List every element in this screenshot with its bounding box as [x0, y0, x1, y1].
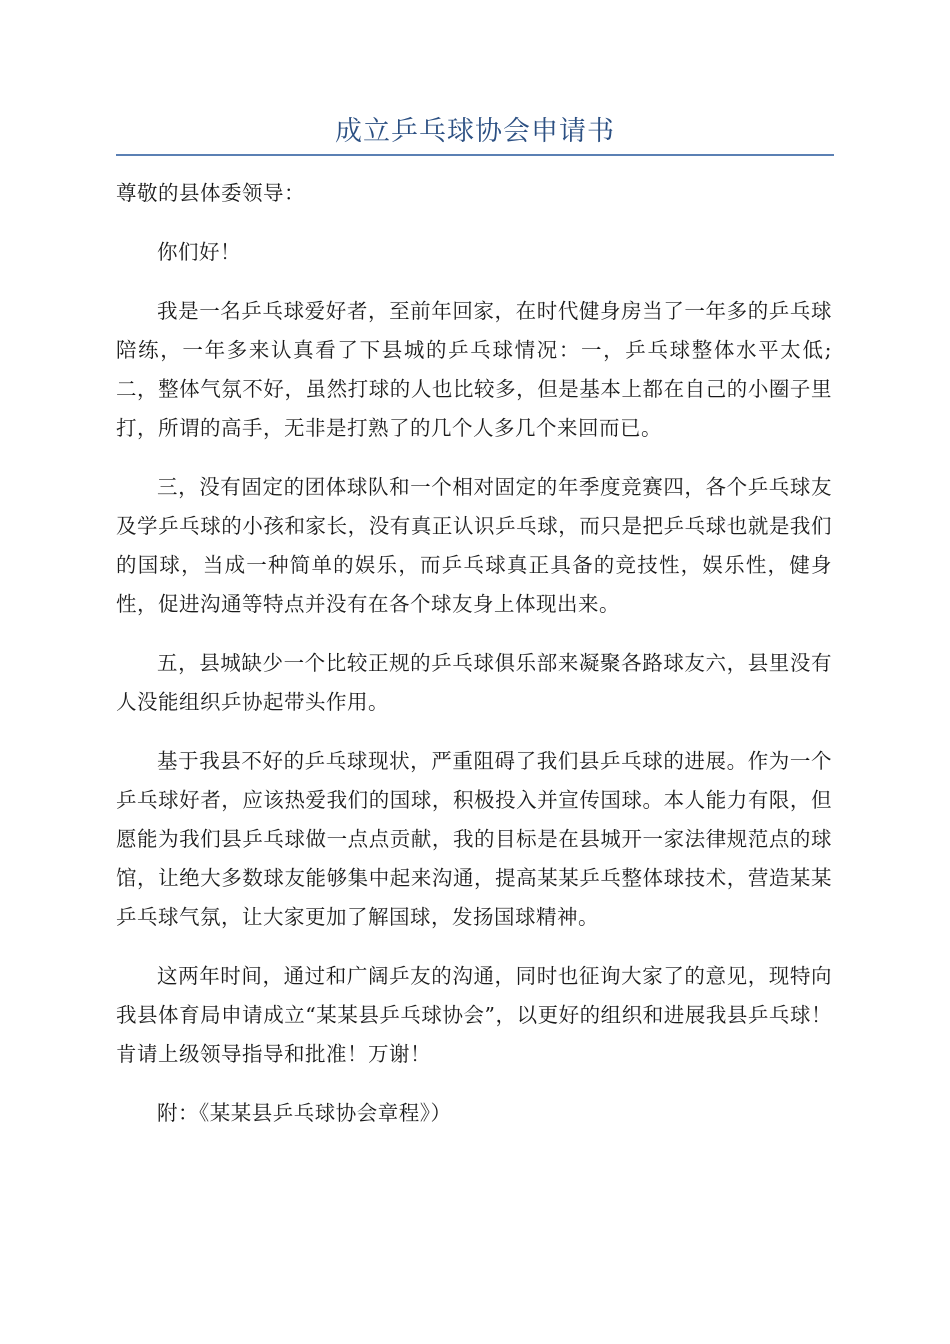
document-title: 成立乒乓球协会申请书 — [335, 116, 615, 147]
salutation: 尊敬的县体委领导： — [116, 181, 305, 205]
paragraph-3: 五，县城缺少一个比较正规的乒乓球俱乐部来凝聚各路球友六，县里没有人没能组织乒协起带头作用。 — [116, 651, 832, 714]
paragraph-greeting: 你们好！ — [157, 240, 241, 264]
attachment-note: 附：《某某县乒乓球协会章程》） — [157, 1101, 452, 1125]
paragraph-5: 这两年时间，通过和广阔乒友的沟通，同时也征询大家了的意见，现特向我县体育局申请成立“某某县乒乓球协会”，以更好的组织和进展我县乒乓球！肯请上级领导指导和批准！万谢！ — [116, 964, 832, 1066]
title-underline — [116, 154, 834, 156]
document-body — [116, 174, 832, 1153]
paragraph-1: 我是一名乒乓球爱好者，至前年回家，在时代健身房当了一年多的乒乓球陪练，一年多来认真看了下县城的乒乓球情况：一，乒乓球整体水平太低;二，整体气氛不好，虽然打球的人也比较多，但是基本上都在自己的小圈子里打，所谓的高手，无非是打熟了的几个人多几个来回而已。 — [116, 299, 832, 440]
paragraph-4: 基于我县不好的乒乓球现状，严重阻碍了我们县乒乓球的进展。作为一个乒乓球好者，应该热爱我们的国球，积极投入并宣传国球。本人能力有限，但愿能为我们县乒乓球做一点点贡献，我的目标是在县城开一家法律规范点的球馆，让绝大多数球友能够集中起来沟通，提高某某乒乓整体球技术，营造某某乒乓球气氛，让大家更加了解国球，发扬国球精神。 — [116, 749, 832, 929]
paragraph-2: 三，没有固定的团体球队和一个相对固定的年季度竞赛四，各个乒乓球友及学乒乓球的小孩和家长，没有真正认识乒乓球，而只是把乒乓球也就是我们的国球，当成一种简单的娱乐，而乒乓球真正具备的竞技性，娱乐性，健身性，促进沟通等特点并没有在各个球友身上体现出来。 — [116, 475, 832, 616]
